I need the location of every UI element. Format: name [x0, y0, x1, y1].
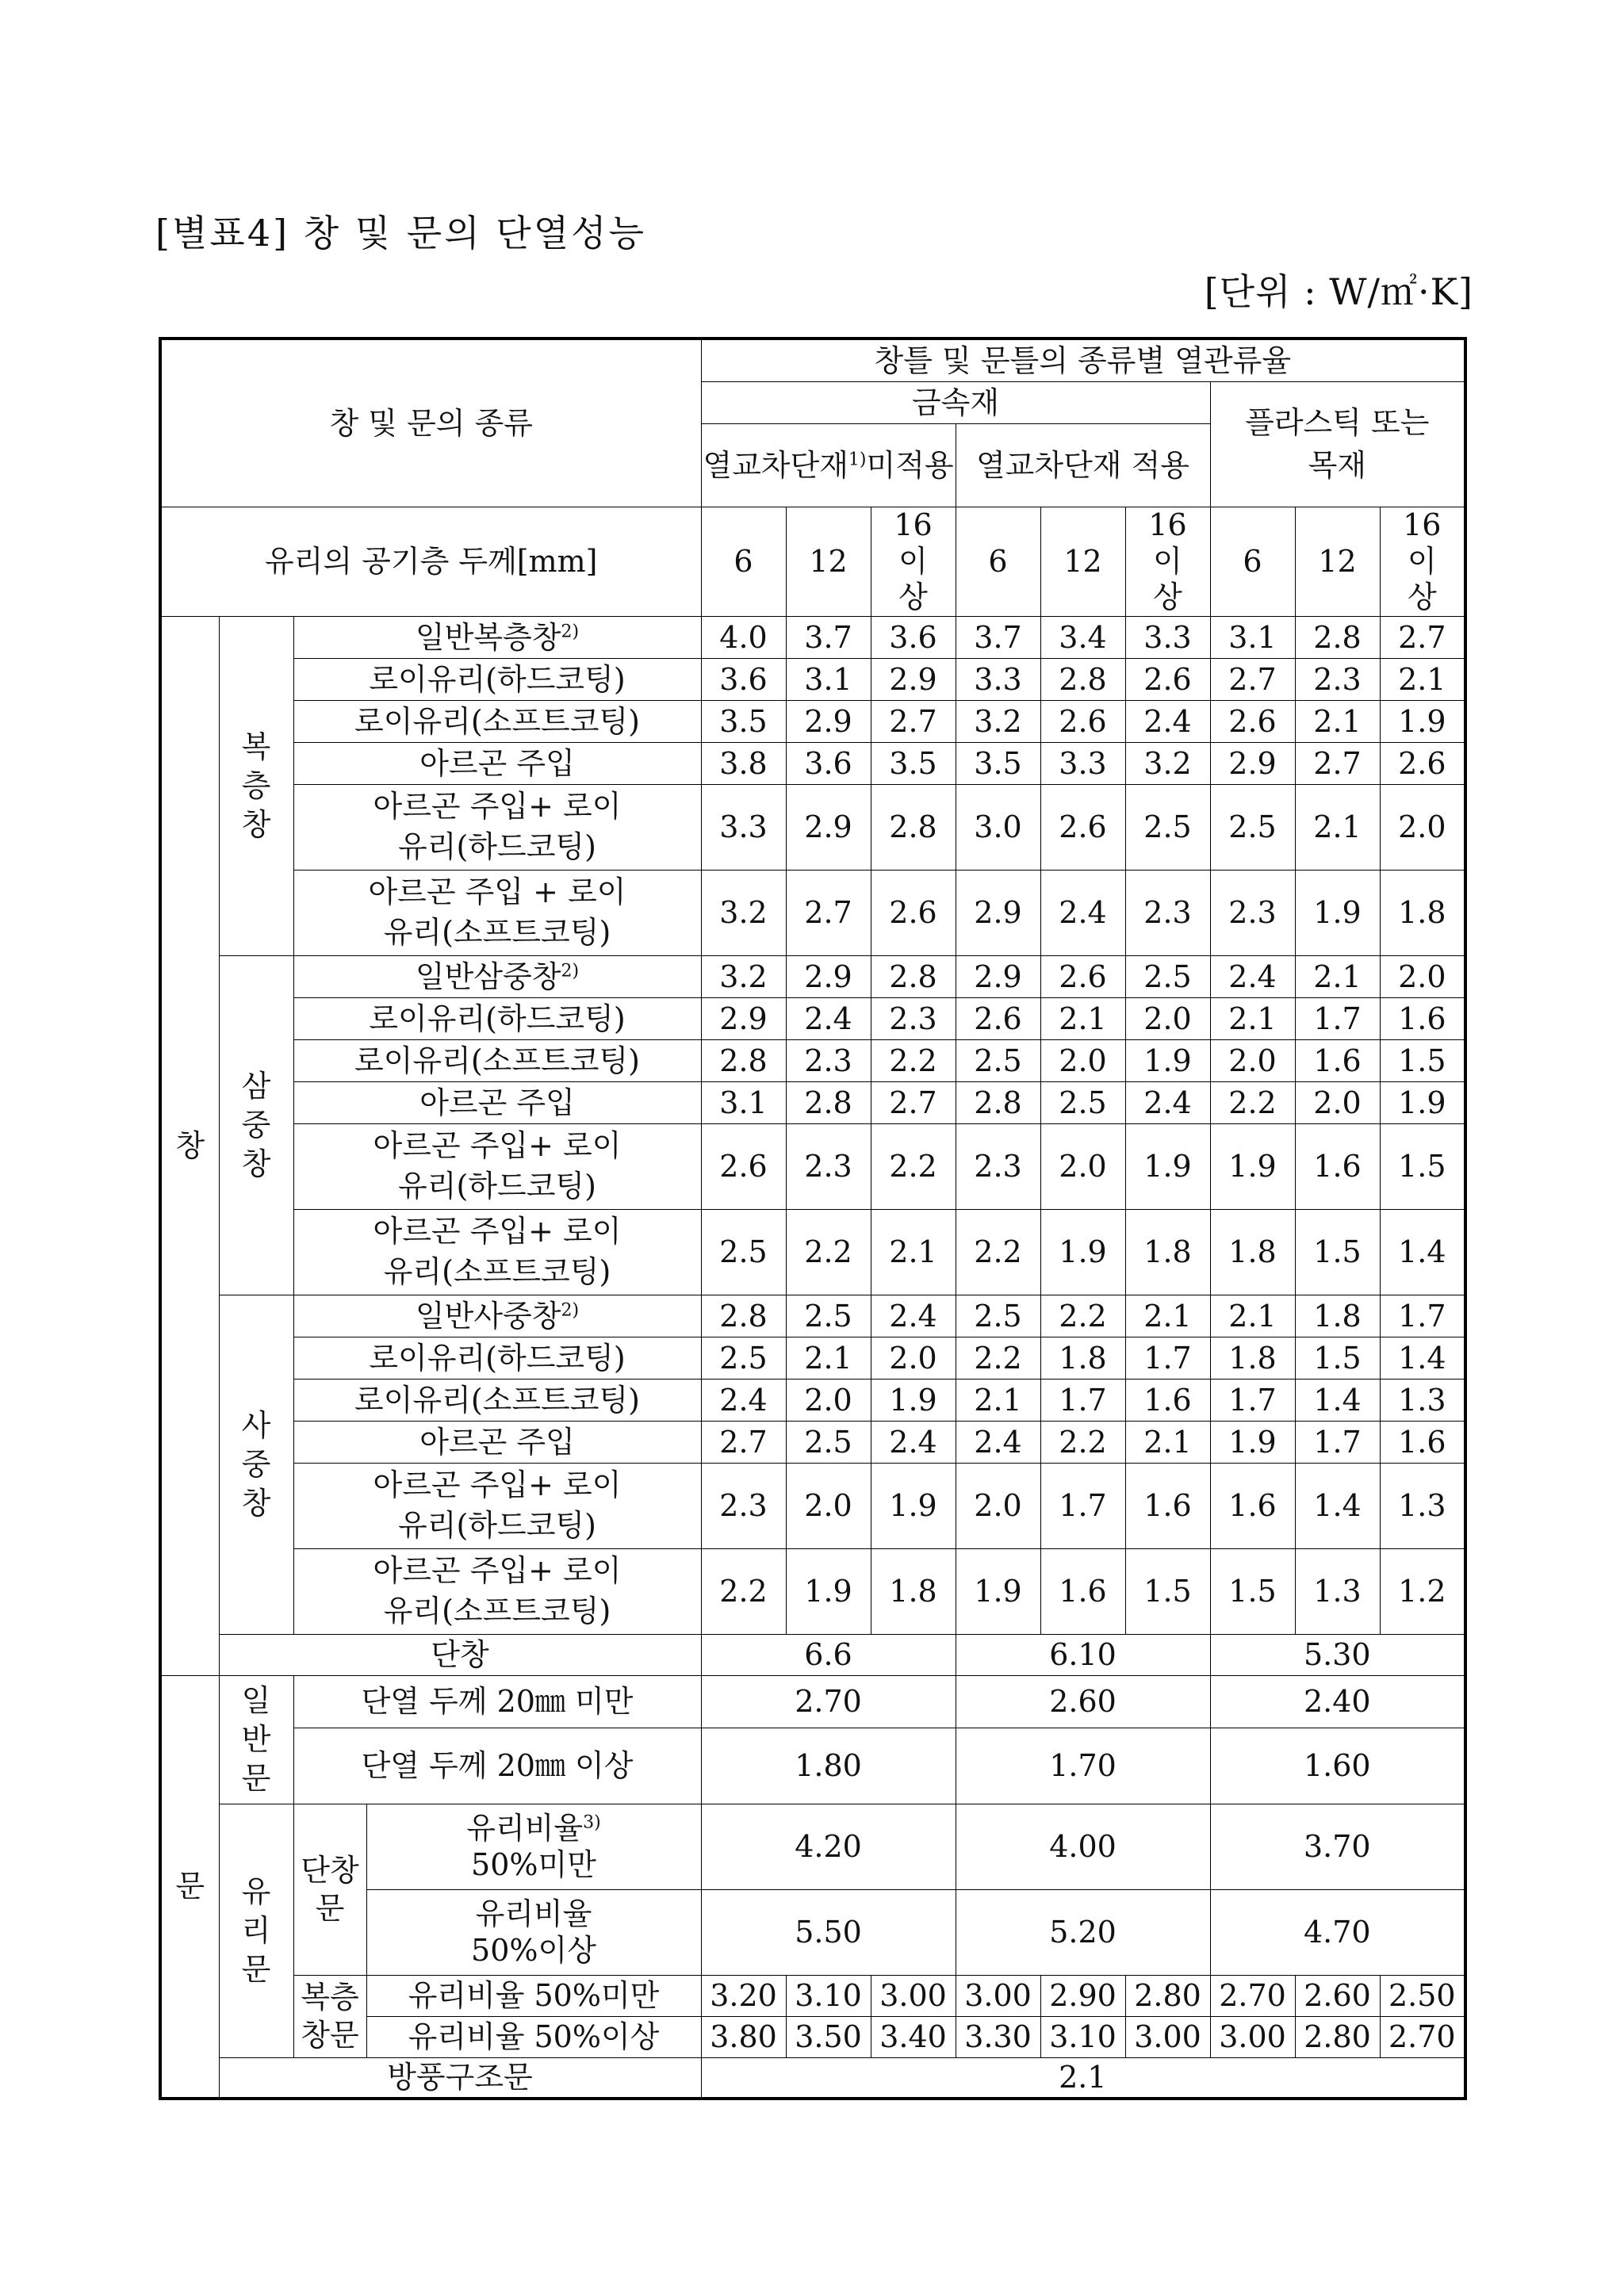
u-value: 2.0 [786, 1463, 871, 1548]
glazing-type-cell [293, 1039, 701, 1081]
glazing-type-cell [293, 1337, 701, 1379]
u-value: 2.0 [1040, 1123, 1125, 1209]
metal-header: 금속재 [701, 382, 1210, 424]
u-value: 3.3 [956, 658, 1040, 700]
u-value: 2.5 [701, 1337, 786, 1379]
glazing-type-cell [293, 616, 701, 658]
u-value: 2.1 [956, 1379, 1040, 1421]
u-value: 1.6 [1295, 1123, 1380, 1209]
u-value: 2.8 [1040, 658, 1125, 700]
u-value: 3.80 [701, 2016, 786, 2057]
thickness-header: 6 [701, 507, 786, 617]
u-value: 2.5 [956, 1039, 1040, 1081]
u-value: 2.1 [1125, 1421, 1210, 1463]
single-glass-door-label: 단창문 [301, 1852, 359, 1927]
door-category-label: 문 [175, 1869, 205, 1904]
u-value: 2.5 [701, 1209, 786, 1295]
u-value: 2.1 [786, 1337, 871, 1379]
u-value: 2.80 [1125, 1975, 1210, 2016]
thickness-label: 16 이상 [894, 507, 933, 615]
glazing-type-cell [293, 955, 701, 997]
u-value: 2.0 [871, 1337, 956, 1379]
window-group-cell [219, 955, 293, 1295]
u-value: 2.9 [871, 658, 956, 700]
u-value: 3.70 [1210, 1804, 1465, 1889]
u-value: 2.7 [701, 1421, 786, 1463]
u-value: 2.0 [1380, 955, 1465, 997]
u-value: 3.20 [701, 1975, 786, 2016]
glazing-type-name: 로이유리(소프트코팅) [354, 1043, 641, 1078]
u-value: 3.4 [1040, 616, 1125, 658]
u-value: 3.00 [871, 1975, 956, 2016]
u-value: 2.4 [1210, 955, 1295, 997]
thickness-header [871, 507, 956, 617]
u-value: 2.8 [701, 1295, 786, 1337]
unit-label: [단위 : W/㎡·K] [1204, 270, 1473, 313]
u-value: 1.5 [1295, 1337, 1380, 1379]
u-value: 1.6 [1210, 1463, 1295, 1548]
glass-ratio-threshold: 50%이상 [471, 1933, 596, 1969]
glazing-type-name: 아르곤 주입+ 로이유리(소프트코팅) [373, 1213, 622, 1290]
u-value: 2.4 [871, 1421, 956, 1463]
u-value: 2.3 [1210, 870, 1295, 955]
u-value: 1.80 [701, 1728, 956, 1804]
window-group-label: 복층창 [241, 729, 271, 842]
u-value: 3.10 [786, 1975, 871, 2016]
u-value: 2.7 [786, 870, 871, 955]
u-value: 2.9 [1210, 742, 1295, 784]
u-value: 2.5 [956, 1295, 1040, 1337]
u-value: 2.6 [1210, 700, 1295, 742]
u-value: 2.5 [1040, 1081, 1125, 1123]
glass-ratio-name: 유리비율 [475, 1896, 592, 1931]
u-value: 2.3 [786, 1039, 871, 1081]
u-value: 1.9 [1380, 1081, 1465, 1123]
u-value: 1.8 [1040, 1337, 1125, 1379]
u-value: 2.3 [786, 1123, 871, 1209]
u-value: 1.6 [1125, 1463, 1210, 1548]
u-value: 1.7 [1210, 1379, 1295, 1421]
glazing-type-cell [293, 1295, 701, 1337]
u-value: 3.3 [1040, 742, 1125, 784]
u-value: 3.1 [701, 1081, 786, 1123]
glass-ratio-name: 유리비율 [466, 1810, 584, 1846]
u-value: 2.9 [701, 997, 786, 1039]
glazing-type-cell [293, 1421, 701, 1463]
u-value: 1.4 [1380, 1209, 1465, 1295]
no-thermal-break-prefix: 열교차단재 [703, 447, 848, 483]
u-value: 1.7 [1040, 1463, 1125, 1548]
plastic-wood-header [1210, 382, 1465, 507]
u-value: 2.0 [1380, 784, 1465, 870]
u-value: 2.6 [956, 997, 1040, 1039]
glazing-type-cell [293, 870, 701, 955]
u-value: 2.8 [1295, 616, 1380, 658]
u-value: 2.70 [1210, 1975, 1295, 2016]
u-value: 1.8 [1295, 1295, 1380, 1337]
u-value: 1.9 [1125, 1039, 1210, 1081]
u-value: 1.4 [1295, 1463, 1380, 1548]
glazing-type-name: 아르곤 주입 [419, 1424, 575, 1460]
single-window-label: 단창 [219, 1634, 701, 1675]
footnote-2-marker: 2) [561, 1299, 580, 1320]
glazing-type-name: 일반삼중창 [415, 959, 561, 994]
u-value: 3.6 [786, 742, 871, 784]
u-value: 2.5 [786, 1295, 871, 1337]
u-value: 2.2 [1040, 1295, 1125, 1337]
u-value: 2.9 [786, 955, 871, 997]
u-value: 2.0 [1125, 997, 1210, 1039]
u-value: 3.6 [871, 616, 956, 658]
u-value: 1.70 [956, 1728, 1210, 1804]
u-value: 1.7 [1125, 1337, 1210, 1379]
u-value: 3.6 [701, 658, 786, 700]
u-value: 3.50 [786, 2016, 871, 2057]
u-value: 2.1 [1295, 700, 1380, 742]
glass-door-label: 유리문 [241, 1874, 271, 1987]
door-group-cell [219, 1675, 293, 1804]
u-value: 1.2 [1380, 1548, 1465, 1634]
thickness-label: 16 이상 [1148, 507, 1187, 615]
u-value: 3.00 [1125, 2016, 1210, 2057]
door-type-cell: 단열 두께 20㎜ 미만 [293, 1675, 701, 1728]
frame-type-header: 창틀 및 문틀의 종류별 열관류율 [701, 339, 1465, 382]
u-value: 2.5 [786, 1421, 871, 1463]
u-value: 2.4 [1040, 870, 1125, 955]
u-value: 2.4 [786, 997, 871, 1039]
window-category-cell [160, 616, 219, 1675]
u-value: 1.9 [871, 1463, 956, 1548]
u-value: 1.7 [1040, 1379, 1125, 1421]
u-value: 1.9 [786, 1548, 871, 1634]
u-value: 1.6 [1295, 1039, 1380, 1081]
thickness-header: 12 [1040, 507, 1125, 617]
u-value: 2.8 [871, 955, 956, 997]
door-group-cell [219, 1804, 293, 2057]
glazing-type-cell [293, 742, 701, 784]
glazing-type-name: 아르곤 주입+ 로이유리(소프트코팅) [373, 1552, 622, 1629]
u-value: 1.9 [1380, 700, 1465, 742]
footnote-3-marker: 3) [583, 1812, 601, 1833]
thickness-header: 12 [786, 507, 871, 617]
u-value: 1.3 [1380, 1379, 1465, 1421]
thickness-label: 16 이상 [1403, 507, 1442, 615]
glazing-type-name: 로이유리(소프트코팅) [354, 1382, 641, 1418]
u-value: 3.7 [786, 616, 871, 658]
u-value: 1.8 [871, 1548, 956, 1634]
u-value: 2.3 [701, 1463, 786, 1548]
no-thermal-break-header [701, 424, 956, 507]
u-value: 2.0 [956, 1463, 1040, 1548]
u-value: 1.7 [1295, 1421, 1380, 1463]
glazing-type-cell [293, 658, 701, 700]
u-value: 4.20 [701, 1804, 956, 1889]
glazing-type-cell [293, 1209, 701, 1295]
glazing-type-name: 아르곤 주입+ 로이유리(하드코팅) [373, 1127, 622, 1204]
u-value: 1.3 [1295, 1548, 1380, 1634]
u-value: 1.8 [1125, 1209, 1210, 1295]
u-value: 2.1 [701, 2057, 1465, 2099]
u-value: 2.4 [871, 1295, 956, 1337]
u-value: 2.4 [1125, 700, 1210, 742]
u-value: 2.7 [1295, 742, 1380, 784]
u-value: 2.2 [871, 1123, 956, 1209]
glass-ratio-cell: 유리비율 50%이상 [366, 2016, 701, 2057]
u-value: 5.20 [956, 1889, 1210, 1975]
u-value: 2.2 [1210, 1081, 1295, 1123]
u-value: 2.1 [1210, 1295, 1295, 1337]
u-value: 1.9 [956, 1548, 1040, 1634]
glazing-type-name: 일반복층창 [415, 619, 561, 655]
u-value: 2.3 [871, 997, 956, 1039]
u-value: 4.00 [956, 1804, 1210, 1889]
u-value: 2.70 [1380, 2016, 1465, 2057]
glass-subgroup-cell [293, 1804, 366, 1975]
u-value: 1.9 [871, 1379, 956, 1421]
u-value: 1.5 [1380, 1039, 1465, 1081]
u-value: 3.8 [701, 742, 786, 784]
thickness-header: 6 [1210, 507, 1295, 617]
glazing-type-cell [293, 700, 701, 742]
document-title: [별표4] 창 및 문의 단열성능 [155, 212, 647, 254]
u-value: 3.00 [956, 1975, 1040, 2016]
window-group-label: 사중창 [241, 1408, 271, 1521]
u-value: 1.60 [1210, 1728, 1465, 1804]
glazing-type-name: 로이유리(하드코팅) [369, 1001, 626, 1036]
u-value: 2.7 [1380, 616, 1465, 658]
u-value: 4.70 [1210, 1889, 1465, 1975]
glazing-type-cell [293, 1379, 701, 1421]
u-value: 2.7 [871, 1081, 956, 1123]
thickness-header [1380, 507, 1465, 617]
u-value: 3.0 [956, 784, 1040, 870]
u-value: 2.2 [956, 1209, 1040, 1295]
u-value: 5.30 [1210, 1634, 1465, 1675]
glazing-type-name: 일반사중창 [415, 1298, 561, 1334]
u-value: 1.6 [1380, 997, 1465, 1039]
window-group-label: 삼중창 [241, 1069, 271, 1181]
u-value: 2.6 [701, 1123, 786, 1209]
u-value: 3.30 [956, 2016, 1040, 2057]
general-door-label: 일반문 [241, 1683, 271, 1796]
u-value: 1.4 [1380, 1337, 1465, 1379]
u-value: 2.6 [1040, 955, 1125, 997]
u-value: 2.6 [1040, 784, 1125, 870]
u-value: 1.6 [1125, 1379, 1210, 1421]
u-value: 1.8 [1210, 1337, 1295, 1379]
u-value: 3.10 [1040, 2016, 1125, 2057]
u-value: 1.5 [1210, 1548, 1295, 1634]
u-value: 2.7 [1210, 658, 1295, 700]
u-value: 1.9 [1210, 1421, 1295, 1463]
u-value: 2.5 [1210, 784, 1295, 870]
u-value: 1.9 [1125, 1123, 1210, 1209]
u-value: 3.00 [1210, 2016, 1295, 2057]
u-value: 2.0 [786, 1379, 871, 1421]
window-group-cell [219, 1295, 293, 1634]
glass-ratio-cell [366, 1889, 701, 1975]
u-value: 3.1 [1210, 616, 1295, 658]
u-value: 2.3 [1295, 658, 1380, 700]
u-value: 3.5 [956, 742, 1040, 784]
plastic-wood-label: 플라스틱 또는 목재 [1245, 405, 1430, 483]
u-value: 2.90 [1040, 1975, 1125, 2016]
windproof-door-label: 방풍구조문 [219, 2057, 701, 2099]
glass-ratio-cell [366, 1804, 701, 1889]
double-glass-door-label: 복층창문 [301, 1979, 359, 2053]
air-gap-label: 유리의 공기층 두께[mm] [160, 507, 701, 617]
u-value: 1.9 [1295, 870, 1380, 955]
insulation-performance-table [159, 337, 1467, 2100]
u-value: 5.50 [701, 1889, 956, 1975]
u-value: 2.0 [1040, 1039, 1125, 1081]
glazing-type-cell [293, 1081, 701, 1123]
u-value: 2.5 [1125, 784, 1210, 870]
u-value: 2.70 [701, 1675, 956, 1728]
u-value: 2.8 [871, 784, 956, 870]
u-value: 2.4 [1125, 1081, 1210, 1123]
u-value: 2.6 [1125, 658, 1210, 700]
glazing-type-name: 아르곤 주입+ 로이유리(하드코팅) [373, 788, 622, 865]
glazing-type-cell [293, 997, 701, 1039]
u-value: 1.5 [1125, 1548, 1210, 1634]
u-value: 2.2 [786, 1209, 871, 1295]
u-value: 2.8 [701, 1039, 786, 1081]
u-value: 3.2 [956, 700, 1040, 742]
window-category-label: 창 [175, 1127, 205, 1163]
u-value: 2.2 [956, 1337, 1040, 1379]
u-value: 2.1 [1295, 955, 1380, 997]
u-value: 2.2 [871, 1039, 956, 1081]
u-value: 1.5 [1295, 1209, 1380, 1295]
u-value: 2.1 [1210, 997, 1295, 1039]
glass-ratio-line [367, 1810, 701, 1846]
u-value: 3.1 [786, 658, 871, 700]
thickness-header: 6 [956, 507, 1040, 617]
u-value: 3.2 [701, 955, 786, 997]
u-value: 2.9 [786, 784, 871, 870]
glazing-type-name: 아르곤 주입 + 로이유리(소프트코팅) [368, 874, 626, 951]
u-value: 2.1 [1040, 997, 1125, 1039]
u-value: 3.2 [1125, 742, 1210, 784]
u-value: 3.5 [701, 700, 786, 742]
u-value: 6.6 [701, 1634, 956, 1675]
u-value: 2.1 [871, 1209, 956, 1295]
u-value: 3.5 [871, 742, 956, 784]
u-value: 1.8 [1210, 1209, 1295, 1295]
u-value: 4.0 [701, 616, 786, 658]
u-value: 1.6 [1380, 1421, 1465, 1463]
u-value: 3.3 [701, 784, 786, 870]
u-value: 2.60 [1295, 1975, 1380, 2016]
u-value: 6.10 [956, 1634, 1210, 1675]
glazing-type-name: 아르곤 주입 [419, 745, 575, 781]
no-thermal-break-suffix: 미적용 [866, 447, 954, 483]
u-value: 3.7 [956, 616, 1040, 658]
u-value: 2.6 [1380, 742, 1465, 784]
u-value: 2.60 [956, 1675, 1210, 1728]
window-group-cell [219, 616, 293, 955]
u-value: 2.1 [1380, 658, 1465, 700]
u-value: 3.40 [871, 2016, 956, 2057]
u-value: 1.9 [1040, 1209, 1125, 1295]
door-category-cell [160, 1675, 219, 2099]
u-value: 2.5 [1125, 955, 1210, 997]
u-value: 2.3 [1125, 870, 1210, 955]
u-value: 2.9 [786, 700, 871, 742]
thickness-header: 12 [1295, 507, 1380, 617]
glazing-type-name: 아르곤 주입+ 로이유리(하드코팅) [373, 1467, 622, 1544]
u-value: 1.8 [1380, 870, 1465, 955]
footnote-2-marker: 2) [561, 960, 580, 981]
u-value: 2.6 [871, 870, 956, 955]
u-value: 2.40 [1210, 1675, 1465, 1728]
thickness-header [1125, 507, 1210, 617]
glazing-type-cell [293, 784, 701, 870]
u-value: 1.3 [1380, 1463, 1465, 1548]
glass-ratio-cell: 유리비율 50%미만 [366, 1975, 701, 2016]
u-value: 2.2 [701, 1548, 786, 1634]
u-value: 2.6 [1040, 700, 1125, 742]
u-value: 1.6 [1040, 1548, 1125, 1634]
u-value: 1.9 [1210, 1123, 1295, 1209]
u-value: 1.5 [1380, 1123, 1465, 1209]
u-value: 2.1 [1295, 784, 1380, 870]
glazing-type-cell [293, 1463, 701, 1548]
glass-subgroup-cell [293, 1975, 366, 2057]
glazing-type-name: 로이유리(소프트코팅) [354, 703, 641, 739]
u-value: 2.8 [956, 1081, 1040, 1123]
u-value: 2.4 [701, 1379, 786, 1421]
u-value: 2.7 [871, 700, 956, 742]
u-value: 2.9 [956, 870, 1040, 955]
u-value: 3.3 [1125, 616, 1210, 658]
u-value: 1.7 [1295, 997, 1380, 1039]
u-value: 2.3 [956, 1123, 1040, 1209]
u-value: 2.0 [1295, 1081, 1380, 1123]
u-value: 3.2 [701, 870, 786, 955]
door-type-cell: 단열 두께 20㎜ 이상 [293, 1728, 701, 1804]
u-value: 2.8 [786, 1081, 871, 1123]
u-value: 2.9 [956, 955, 1040, 997]
glazing-type-name: 아르곤 주입 [419, 1085, 575, 1120]
u-value: 2.0 [1210, 1039, 1295, 1081]
footnote-2-marker: 2) [561, 621, 580, 641]
u-value: 2.50 [1380, 1975, 1465, 2016]
glazing-type-cell [293, 1548, 701, 1634]
glass-ratio-threshold: 50%미만 [471, 1847, 596, 1883]
footnote-1-marker: 1) [848, 450, 867, 470]
type-column-header: 창 및 문의 종류 [160, 339, 701, 507]
thermal-break-header: 열교차단재 적용 [956, 424, 1210, 507]
u-value: 1.4 [1295, 1379, 1380, 1421]
glazing-type-name: 로이유리(하드코팅) [369, 1340, 626, 1376]
u-value: 1.7 [1380, 1295, 1465, 1337]
glazing-type-name: 로이유리(하드코팅) [369, 661, 626, 697]
u-value: 2.2 [1040, 1421, 1125, 1463]
u-value: 2.1 [1125, 1295, 1210, 1337]
u-value: 2.4 [956, 1421, 1040, 1463]
glazing-type-cell [293, 1123, 701, 1209]
u-value: 2.80 [1295, 2016, 1380, 2057]
